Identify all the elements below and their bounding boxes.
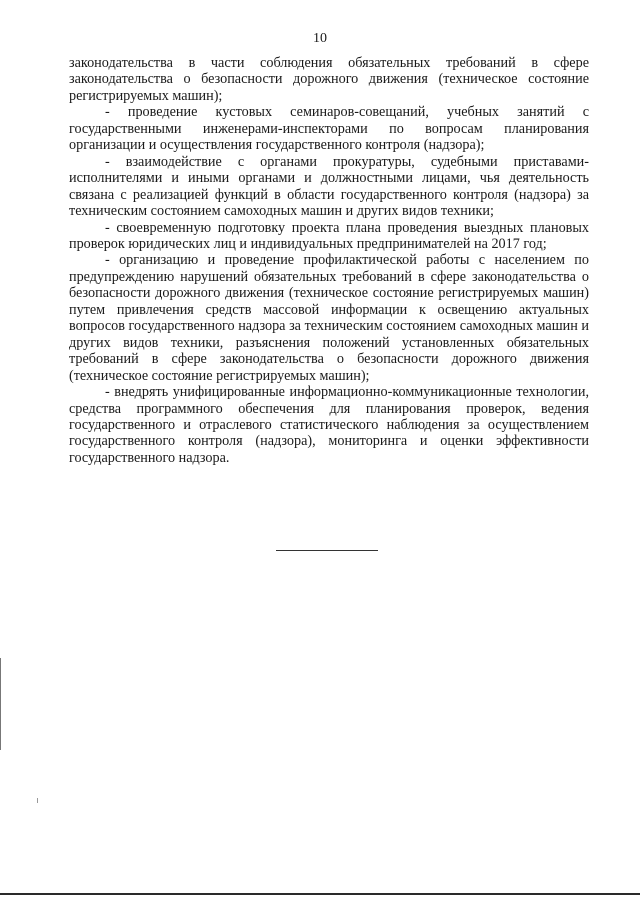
closing-rule <box>276 550 378 551</box>
paragraph-prevention: - организацию и проведение профилактической работы с населением по предупреждению нарушений обязательных требований в сфере законодательства о безопасности дорожного движения (техническое состояние регистрируемых машин) путем привлечения средств массовой информации к освещению актуальных вопросов государственного надзора за техническим состоянием самоходных машин и других видов техники, разъяснения положений установленных обязательных требований в сфере законодательства о безопасности дорожного движения (техническое состояние регистрируемых машин); <box>69 252 589 384</box>
document-body <box>69 55 589 466</box>
scan-speck <box>37 798 38 803</box>
scan-edge-mark <box>0 658 1 750</box>
scan-bottom-edge <box>0 893 640 895</box>
paragraph-inspection-plan: - своевременную подготовку проекта плана проведения выездных плановых проверок юридических лиц и индивидуальных предпринимателей на 2017 год; <box>69 219 589 252</box>
paragraph-continuation: законодательства в части соблюдения обязательных требований в сфере законодательства о безопасности дорожного движения (техническое состояние регистрируемых машин); <box>69 55 589 104</box>
page-number: 10 <box>313 31 327 46</box>
paragraph-cooperation: - взаимодействие с органами прокуратуры, судебными приставами-исполнителями и иными органами и должностными лицами, чья деятельность связана с реализацией функций в области государственного контроля (надзора) за техническим состоянием самоходных машин и других видов техники; <box>69 153 589 220</box>
paragraph-technologies: - внедрять унифицированные информационно-коммуникационные технологии, средства программного обеспечения для планирования проверок, ведения государственного и отраслевого статистического наблюдения за осуществлением государственного контроля (надзора), мониторинга и оценки эффективности государственного надзора. <box>69 384 589 466</box>
paragraph-seminars: - проведение кустовых семинаров-совещаний, учебных занятий с государственными инженерами-инспекторами по вопросам планирования организации и осуществления государственного контроля (надзора); <box>69 104 589 154</box>
